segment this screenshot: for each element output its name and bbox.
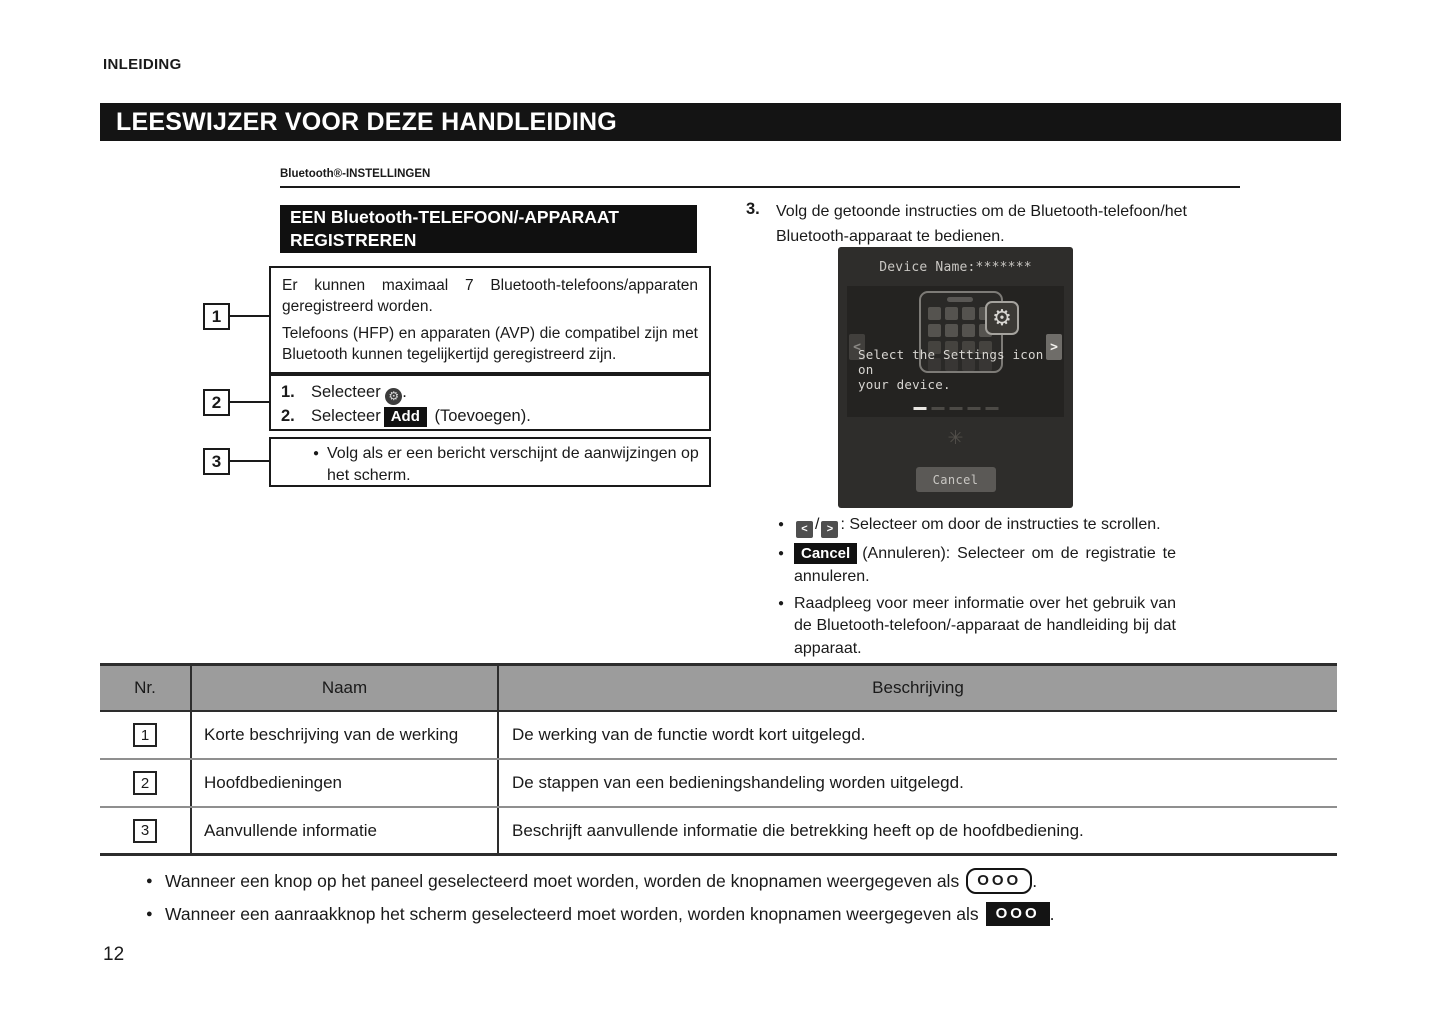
add-button-label: Add xyxy=(384,407,427,427)
step-text: Volg de getoonde instructies om de Bluetooth-telefoon/het Bluetooth-apparaat te bedienen. xyxy=(776,203,1187,245)
note-item xyxy=(778,593,1176,660)
device-name-label: Device Name:******* xyxy=(879,260,1032,275)
step-number: 3. xyxy=(746,200,760,218)
gear-glyph: ⚙ xyxy=(388,389,400,403)
settings-gear-icon xyxy=(985,301,1019,335)
row-beschrijving: De stappen van een bedieningshandeling worden uitgelegd. xyxy=(497,760,1337,806)
page-title: LEESWIJZER VOOR DEZE HANDLEIDING xyxy=(116,107,617,136)
chevron-left-icon: < xyxy=(796,521,813,538)
column-header-nr: Nr. xyxy=(134,678,156,697)
device-instruction-line: your device. xyxy=(858,377,951,392)
row-number-box: 3 xyxy=(133,819,157,843)
note-text xyxy=(794,514,1176,538)
device-instruction-line: Select the Settings icon on xyxy=(858,347,1044,377)
step-text-pre: Selecteer xyxy=(311,383,386,401)
operation-step xyxy=(281,381,699,405)
bullet-dot: ● xyxy=(778,597,785,609)
callout-connector-line xyxy=(230,401,269,403)
additional-info-box xyxy=(269,437,711,487)
sample-breadcrumb: Bluetooth®-INSTELLINGEN xyxy=(280,168,431,180)
note-item xyxy=(778,514,1176,538)
legend-table xyxy=(100,663,1337,856)
row-naam: Hoofdbedieningen xyxy=(190,760,497,806)
note-text xyxy=(794,543,1176,588)
chevron-right-icon: > xyxy=(821,521,838,538)
step-text-pre: Selecteer xyxy=(311,407,381,426)
additional-info-text: Volg als er een bericht verschijnt de aanwijzingen op het scherm. xyxy=(327,445,699,485)
slash-separator: / xyxy=(815,516,820,533)
operation-step-3 xyxy=(746,200,1206,250)
footer-note-item xyxy=(146,900,1266,928)
gear-glyph: ⚙ xyxy=(992,305,1012,331)
row-beschrijving: Beschrijft aanvullende informatie die betrekking heeft op de hoofdbediening. xyxy=(497,808,1337,853)
footer-notes xyxy=(146,867,1266,933)
callout-label-2 xyxy=(203,389,269,416)
step-text-suffix: . xyxy=(402,383,407,401)
page-indicator xyxy=(913,407,998,410)
instruction-panel xyxy=(847,286,1064,417)
panel-button-example: OOO xyxy=(966,868,1032,894)
sample-section-heading xyxy=(280,205,697,253)
chevron-right-icon: > xyxy=(1046,334,1062,360)
device-instruction-text xyxy=(858,347,1064,392)
description-box xyxy=(269,266,711,374)
chapter-kicker: INLEIDING xyxy=(103,56,182,73)
sample-section-heading-text: EEN Bluetooth-TELEFOON/-APPARAAT REGISTREREN xyxy=(290,207,619,250)
row-number-box: 1 xyxy=(133,723,157,747)
callout-number-box: 3 xyxy=(203,448,230,475)
bullet-dot: ● xyxy=(778,548,785,560)
page-title-banner xyxy=(100,103,1341,141)
step-text-suffix: (Toevoegen). xyxy=(429,407,531,426)
description-paragraph: Telefoons (HFP) en apparaten (AVP) die compatibel zijn met Bluetooth kunnen tegelijkertijd geregistreerd zijn. xyxy=(282,325,698,364)
cancel-button-label: Cancel xyxy=(932,472,979,487)
callout-connector-line xyxy=(230,460,269,462)
footer-note-text: Wanneer een knop op het paneel geselecteerd moet worden, worden de knopnamen weergegeven als xyxy=(165,870,960,891)
phone-speaker xyxy=(947,297,973,302)
cancel-button xyxy=(916,467,996,492)
main-operations-box xyxy=(269,374,711,431)
row-beschrijving: De werking van de functie wordt kort uitgelegd. xyxy=(497,712,1337,758)
section-rule xyxy=(280,186,1240,188)
table-row xyxy=(100,712,1337,760)
table-row xyxy=(100,808,1337,856)
cancel-button-label: Cancel xyxy=(794,543,857,564)
step-text xyxy=(311,381,407,405)
chevron-left-icon: < xyxy=(849,334,865,360)
callout-connector-line xyxy=(230,315,269,317)
column-header-beschrijving: Beschrijving xyxy=(497,666,1337,710)
callout-label-3 xyxy=(203,448,269,475)
device-screenshot xyxy=(838,247,1073,508)
pairing-indicator-icon: ✳ xyxy=(947,427,964,449)
step-text xyxy=(311,405,531,428)
bullet-dot: ● xyxy=(778,519,785,530)
table-row xyxy=(100,760,1337,808)
gear-icon xyxy=(385,388,402,405)
bullet-dot: ● xyxy=(146,908,153,920)
footer-note-item xyxy=(146,867,1266,895)
table-header-row xyxy=(100,663,1337,712)
callout-number-box: 2 xyxy=(203,389,230,416)
note-item xyxy=(778,543,1176,588)
note-text-body: (Annuleren): Selecteer om de registratie te annuleren. xyxy=(794,545,1176,585)
note-text-body: : Selecteer om door de instructies te scrollen. xyxy=(840,516,1161,533)
page-number: 12 xyxy=(103,944,125,965)
bullet-dot: ● xyxy=(313,448,320,459)
operation-step xyxy=(281,405,699,428)
step-number: 2. xyxy=(281,407,295,426)
bullet-dot: ● xyxy=(146,875,153,887)
callout-label-1 xyxy=(203,303,269,330)
row-number-box: 2 xyxy=(133,771,157,795)
footer-note-text: Wanneer een aanraakknop het scherm geselecteerd moet worden, worden knopnamen weergegeven als xyxy=(165,903,979,924)
footer-note-suffix: . xyxy=(1049,903,1055,924)
description-paragraph: Er kunnen maximaal 7 Bluetooth-telefoons/apparaten geregistreerd worden. xyxy=(282,277,698,316)
note-text: Raadpleeg voor meer informatie over het gebruik van de Bluetooth-telefoon/-apparaat de handleiding bij dat apparaat. xyxy=(794,594,1176,657)
callout-number-box: 1 xyxy=(203,303,230,330)
step-number: 1. xyxy=(281,383,295,401)
row-naam: Aanvullende informatie xyxy=(190,808,497,853)
footer-note-suffix: . xyxy=(1032,870,1038,891)
notes-list xyxy=(778,514,1176,665)
column-header-naam: Naam xyxy=(190,666,497,710)
row-naam: Korte beschrijving van de werking xyxy=(190,712,497,758)
touch-button-example: OOO xyxy=(986,902,1050,926)
